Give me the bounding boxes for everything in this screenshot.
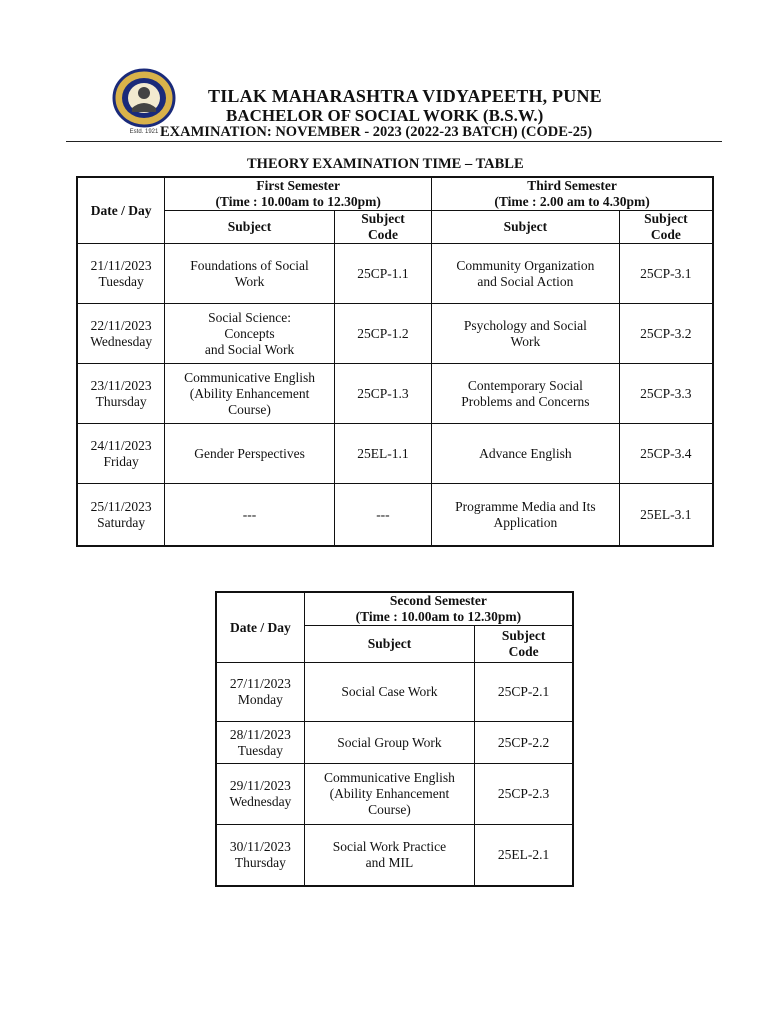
timetable-sem1-sem3 bbox=[76, 176, 714, 547]
code-cell: 25EL-1.1 bbox=[334, 424, 431, 484]
table-row bbox=[216, 825, 573, 887]
sem1-header: First Semester (Time : 10.00am to 12.30pm) bbox=[165, 177, 432, 211]
table-row bbox=[216, 722, 573, 764]
subject-cell: --- bbox=[165, 484, 335, 547]
table-row bbox=[216, 663, 573, 722]
program-name: BACHELOR OF SOCIAL WORK (B.S.W.) bbox=[226, 106, 544, 125]
table-row bbox=[216, 764, 573, 825]
date-cell: 25/11/2023 Saturday bbox=[77, 484, 165, 547]
code-cell: 25CP-2.3 bbox=[475, 764, 573, 825]
code-cell: 25CP-3.3 bbox=[619, 364, 713, 424]
subject-cell: Programme Media and Its Application bbox=[432, 484, 620, 547]
subject-cell: Community Organization and Social Action bbox=[432, 244, 620, 304]
table-row bbox=[77, 244, 713, 304]
subject-header: Subject bbox=[432, 211, 620, 244]
code-cell: 25CP-3.4 bbox=[619, 424, 713, 484]
code-header: Subject Code bbox=[334, 211, 431, 244]
subject-cell: Gender Perspectives bbox=[165, 424, 335, 484]
subject-cell: Psychology and Social Work bbox=[432, 304, 620, 364]
date-cell: 21/11/2023 Tuesday bbox=[77, 244, 165, 304]
table-row bbox=[77, 304, 713, 364]
subject-cell: Social Work Practice and MIL bbox=[304, 825, 474, 887]
code-cell: 25CP-3.2 bbox=[619, 304, 713, 364]
header-divider bbox=[66, 141, 722, 142]
code-header: Subject Code bbox=[475, 626, 573, 663]
subject-cell: Contemporary Social Problems and Concerns bbox=[432, 364, 620, 424]
subject-header: Subject bbox=[165, 211, 335, 244]
date-cell: 24/11/2023 Friday bbox=[77, 424, 165, 484]
svg-text:Estd. 1921: Estd. 1921 bbox=[129, 129, 159, 135]
code-cell: 25CP-3.1 bbox=[619, 244, 713, 304]
date-cell: 23/11/2023 Thursday bbox=[77, 364, 165, 424]
date-cell: 28/11/2023 Tuesday bbox=[216, 722, 304, 764]
table-row bbox=[77, 424, 713, 484]
code-cell: --- bbox=[334, 484, 431, 547]
subject-cell: Communicative English (Ability Enhancement Course) bbox=[165, 364, 335, 424]
sem3-header: Third Semester (Time : 2.00 am to 4.30pm) bbox=[432, 177, 713, 211]
table-row bbox=[77, 484, 713, 547]
table-title: THEORY EXAMINATION TIME – TABLE bbox=[247, 156, 524, 172]
date-header: Date / Day bbox=[77, 177, 165, 244]
subject-cell: Social Case Work bbox=[304, 663, 474, 722]
table-row bbox=[77, 364, 713, 424]
date-cell: 30/11/2023 Thursday bbox=[216, 825, 304, 887]
university-name: TILAK MAHARASHTRA VIDYAPEETH, PUNE bbox=[208, 86, 602, 106]
subject-cell: Social Science: Concepts and Social Work bbox=[165, 304, 335, 364]
code-cell: 25CP-1.2 bbox=[334, 304, 431, 364]
code-cell: 25EL-3.1 bbox=[619, 484, 713, 547]
code-cell: 25CP-1.3 bbox=[334, 364, 431, 424]
code-cell: 25CP-2.2 bbox=[475, 722, 573, 764]
timetable-sem2 bbox=[215, 591, 574, 887]
subject-cell: Communicative English (Ability Enhancement Course) bbox=[304, 764, 474, 825]
subject-cell: Foundations of Social Work bbox=[165, 244, 335, 304]
code-cell: 25CP-1.1 bbox=[334, 244, 431, 304]
date-cell: 27/11/2023 Monday bbox=[216, 663, 304, 722]
date-cell: 29/11/2023 Wednesday bbox=[216, 764, 304, 825]
exam-title: EXAMINATION: NOVEMBER - 2023 (2022-23 BATCH) (CODE-25) bbox=[160, 124, 593, 140]
date-header: Date / Day bbox=[216, 592, 304, 663]
subject-cell: Advance English bbox=[432, 424, 620, 484]
code-cell: 25CP-2.1 bbox=[475, 663, 573, 722]
sem2-header: Second Semester (Time : 10.00am to 12.30pm) bbox=[304, 592, 573, 626]
code-header: Subject Code bbox=[619, 211, 713, 244]
subject-header: Subject bbox=[304, 626, 474, 663]
subject-cell: Social Group Work bbox=[304, 722, 474, 764]
date-cell: 22/11/2023 Wednesday bbox=[77, 304, 165, 364]
code-cell: 25EL-2.1 bbox=[475, 825, 573, 887]
